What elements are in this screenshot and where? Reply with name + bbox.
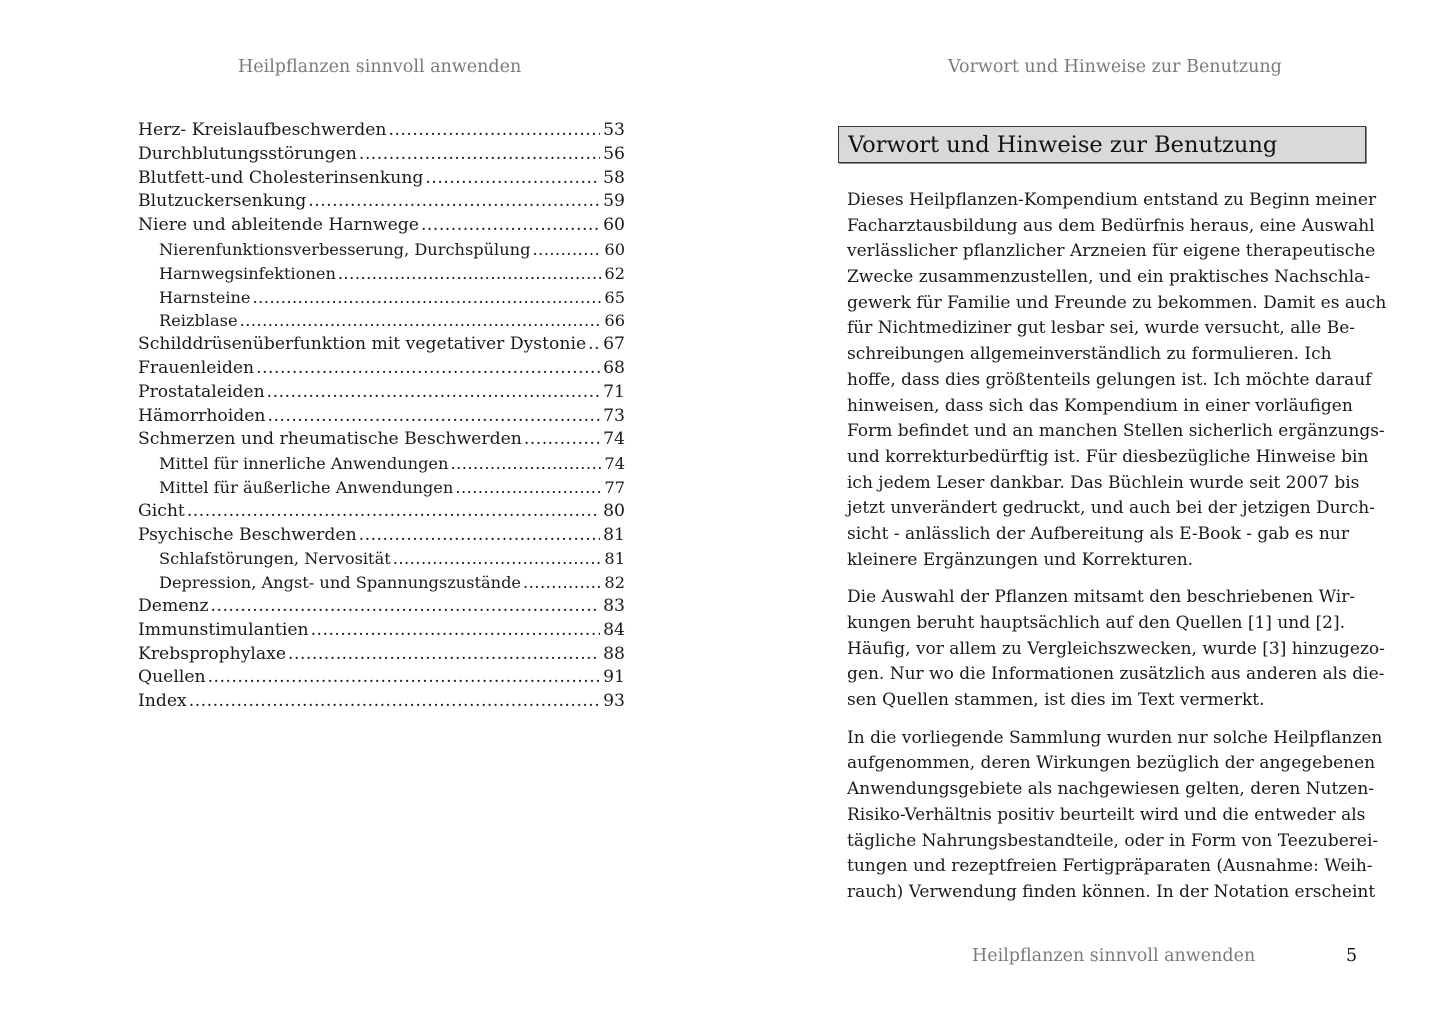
toc-entry-page: 56 (603, 143, 625, 164)
text-line: In die vorliegende Sammlung wurden nur solche Heilpflanzen (847, 727, 1383, 748)
toc-dot-leader (338, 262, 602, 286)
toc-entry-page: 73 (603, 405, 625, 426)
toc-entry[interactable] (138, 524, 625, 548)
text-line: Die Auswahl der Pflanzen mitsamt den beschriebenen Wir- (847, 587, 1356, 608)
toc-entry-page: 71 (603, 381, 625, 402)
toc-entry-title: Blutzuckersenkung (138, 191, 307, 212)
toc-entry-page: 91 (603, 667, 625, 688)
toc-entry[interactable] (138, 167, 625, 191)
toc-entry[interactable] (138, 547, 625, 571)
right-page (722, 0, 1445, 1028)
text-line: hoffe, dass dies größtenteils gelungen ist. Ich möchte darauf (847, 369, 1372, 390)
toc-dot-leader (393, 547, 602, 571)
toc-entry[interactable] (138, 238, 625, 262)
toc-entry-title: Krebsprophylaxe (138, 643, 287, 664)
toc-entry[interactable] (138, 476, 625, 500)
running-head-left: Heilpflanzen sinnvoll anwenden (238, 57, 522, 77)
toc-entry[interactable] (138, 309, 625, 333)
toc-entry[interactable] (138, 595, 625, 619)
toc-dot-leader (308, 190, 600, 214)
text-line: verlässlicher pflanzlicher Arzneien für eigene therapeutische (847, 241, 1376, 262)
toc-dot-leader (189, 690, 600, 714)
text-line: Facharztausbildung aus dem Bedürfnis heraus, eine Auswahl (847, 215, 1375, 236)
text-line: hinweisen, dass sich das Kompendium in einer vorläufigen (847, 395, 1353, 416)
text-line: schreibungen allgemeinverständlich zu formulieren. Ich (847, 344, 1332, 365)
toc-entry-page: 60 (603, 215, 625, 236)
toc-entry[interactable] (138, 333, 625, 357)
toc-entry-page: 81 (603, 524, 625, 545)
toc-entry-title: Schmerzen und rheumatische Beschwerden (138, 429, 522, 450)
text-line: Risiko-Verhältnis positiv beurteilt wird und die entweder als (847, 804, 1366, 825)
chapter-heading: Vorwort und Hinweise zur Benutzung (838, 126, 1366, 163)
toc-dot-leader (524, 428, 600, 452)
toc-entry-title: Harnsteine (159, 287, 251, 307)
footer-book-title: Heilpflanzen sinnvoll anwenden (972, 946, 1256, 966)
toc-entry-page: 59 (603, 191, 625, 212)
text-line: sicht - anlässlich der Aufbereitung als E-Book - gab es nur (847, 523, 1349, 544)
toc-dot-leader (421, 214, 600, 238)
text-line: Zwecke zusammenzustellen, und ein praktisches Nachschla- (847, 267, 1371, 288)
toc-entry[interactable] (138, 119, 625, 143)
toc-dot-leader (267, 381, 600, 405)
toc-entry-page: 82 (604, 573, 625, 593)
toc-entry-page: 67 (603, 334, 625, 355)
toc-entry[interactable] (138, 643, 625, 667)
toc-entry-page: 68 (603, 357, 625, 378)
text-line: tungen und rezeptfreien Fertigpräparaten (Ausnahme: Weih- (847, 856, 1373, 877)
toc-dot-leader (388, 119, 600, 143)
toc-entry-title: Immunstimulantien (138, 619, 309, 640)
toc-entry-page: 80 (603, 500, 625, 521)
toc-entry[interactable] (138, 214, 625, 238)
toc-dot-leader (532, 238, 601, 262)
paragraph (847, 188, 1387, 573)
toc-entry-title: Schlafstörungen, Nervosität (159, 549, 391, 569)
toc-entry-title: Quellen (138, 667, 206, 688)
toc-entry[interactable] (138, 452, 625, 476)
toc-entry-title: Niere und ableitende Harnwege (138, 215, 419, 236)
toc-entry[interactable] (138, 405, 625, 429)
paragraph (847, 726, 1383, 906)
text-line: rauch) Verwendung finden können. In der Notation erscheint (847, 881, 1376, 902)
toc-entry-title: Prostataleiden (138, 381, 265, 402)
toc-entry-title: Frauenleiden (138, 357, 255, 378)
toc-dot-leader (187, 500, 600, 524)
toc-entry-title: Hämorrhoiden (138, 405, 266, 426)
toc-entry-title: Demenz (138, 595, 209, 616)
toc-entry[interactable] (138, 190, 625, 214)
toc-entry[interactable] (138, 500, 625, 524)
toc-entry-page: 84 (603, 619, 625, 640)
toc-entry-page: 74 (604, 454, 625, 474)
toc-entry-page: 58 (603, 167, 625, 188)
toc-entry-title: Reizblase (159, 311, 238, 331)
toc-entry-title: Index (138, 691, 187, 712)
text-line: Dieses Heilpflanzen-Kompendium entstand zu Beginn meiner (847, 190, 1377, 210)
text-line: jetzt unverändert gedruckt, und auch bei der jetzigen Durch- (847, 498, 1375, 519)
toc-entry[interactable] (138, 357, 625, 381)
toc-entry-page: 74 (603, 429, 625, 450)
toc-dot-leader (288, 643, 600, 667)
text-line: Häufig, vor allem zu Vergleichszwecken, wurde [3] hinzugezo- (847, 638, 1385, 659)
toc-entry[interactable] (138, 619, 625, 643)
page-number: 5 (1346, 946, 1358, 966)
toc-entry-page: 83 (603, 595, 625, 616)
toc-dot-leader (359, 524, 600, 548)
toc-entry-page: 77 (604, 477, 625, 497)
toc-entry-page: 53 (603, 120, 625, 140)
toc-entry-title: Durchblutungsstörungen (138, 143, 357, 164)
toc-entry-title: Mittel für innerliche Anwendungen (159, 454, 449, 474)
toc-dot-leader (253, 286, 602, 310)
text-line: sen Quellen stammen, ist dies im Text vermerkt. (847, 690, 1265, 711)
toc-entry-page: 88 (603, 643, 625, 664)
text-line: für Nichtmediziner gut lesbar sei, wurde versucht, alle Be- (847, 318, 1355, 339)
toc-entry-title: Nierenfunktionsverbesserung, Durchspülung (159, 239, 531, 259)
toc-dot-leader (425, 167, 600, 191)
toc-entry[interactable] (138, 381, 625, 405)
toc-entry-title: Herz- Kreislaufbeschwerden (138, 120, 387, 140)
toc-dot-leader (450, 452, 601, 476)
toc-entry[interactable] (138, 690, 625, 714)
toc-entry-title: Schilddrüsenüberfunktion mit vegetativer Dystonie (138, 334, 587, 355)
toc-dot-leader (455, 476, 601, 500)
toc-entry-title: Harnwegsinfektionen (159, 263, 336, 283)
running-head-right: Vorwort und Hinweise zur Benutzung (948, 57, 1282, 77)
toc-entry[interactable] (138, 666, 625, 690)
toc-entry-title: Psychische Beschwerden (138, 524, 357, 545)
toc-entry-title: Gicht (138, 500, 185, 521)
toc-entry[interactable] (138, 262, 625, 286)
toc-dot-leader (240, 309, 602, 333)
toc-entry-title: Depression, Angst- und Spannungszustände (159, 573, 522, 593)
toc-dot-leader (211, 595, 601, 619)
toc-dot-leader (267, 405, 600, 429)
toc-entry[interactable] (138, 571, 625, 595)
table-of-contents (138, 119, 625, 714)
body-text (847, 188, 1387, 918)
toc-dot-leader (208, 666, 601, 690)
toc-entry[interactable] (138, 286, 625, 310)
toc-entry-page: 65 (604, 287, 625, 307)
toc-dot-leader (359, 143, 600, 167)
toc-entry-page: 66 (604, 311, 625, 331)
text-line: ich jedem Leser dankbar. Das Büchlein wurde seit 2007 bis (847, 472, 1360, 493)
text-line: aufgenommen, deren Wirkungen bezüglich der angegebenen (847, 753, 1376, 774)
toc-entry-page: 93 (603, 691, 625, 712)
text-line: und korrekturbedürftig ist. Für diesbezügliche Hinweise bin (847, 446, 1369, 467)
text-line: Form befindet und an manchen Stellen sicherlich ergänzungs- (847, 421, 1385, 442)
toc-dot-leader (523, 571, 601, 595)
text-line: gen. Nur wo die Informationen zusätzlich aus anderen als die- (847, 664, 1385, 685)
toc-entry[interactable] (138, 143, 625, 167)
text-line: gewerk für Familie und Freunde zu bekommen. Damit es auch (847, 292, 1387, 313)
toc-dot-leader (588, 333, 600, 357)
toc-entry[interactable] (138, 428, 625, 452)
paragraph (847, 585, 1385, 713)
toc-entry-page: 60 (604, 239, 625, 259)
toc-dot-leader (311, 619, 601, 643)
toc-dot-leader (256, 357, 600, 381)
left-page (0, 0, 722, 1028)
text-line: kleinere Ergänzungen und Korrekturen. (847, 549, 1194, 570)
toc-entry-page: 62 (604, 263, 625, 283)
toc-entry-title: Blutfett-und Cholesterinsenkung (138, 167, 424, 188)
toc-entry-title: Mittel für äußerliche Anwendungen (159, 477, 454, 497)
text-line: tägliche Nahrungsbestandteile, oder in Form von Teezuberei- (847, 830, 1379, 851)
text-line: Anwendungsgebiete als nachgewiesen gelten, deren Nutzen- (847, 779, 1375, 800)
text-line: kungen beruht hauptsächlich auf den Quellen [1] und [2]. (847, 613, 1345, 633)
toc-entry-page: 81 (604, 549, 625, 569)
